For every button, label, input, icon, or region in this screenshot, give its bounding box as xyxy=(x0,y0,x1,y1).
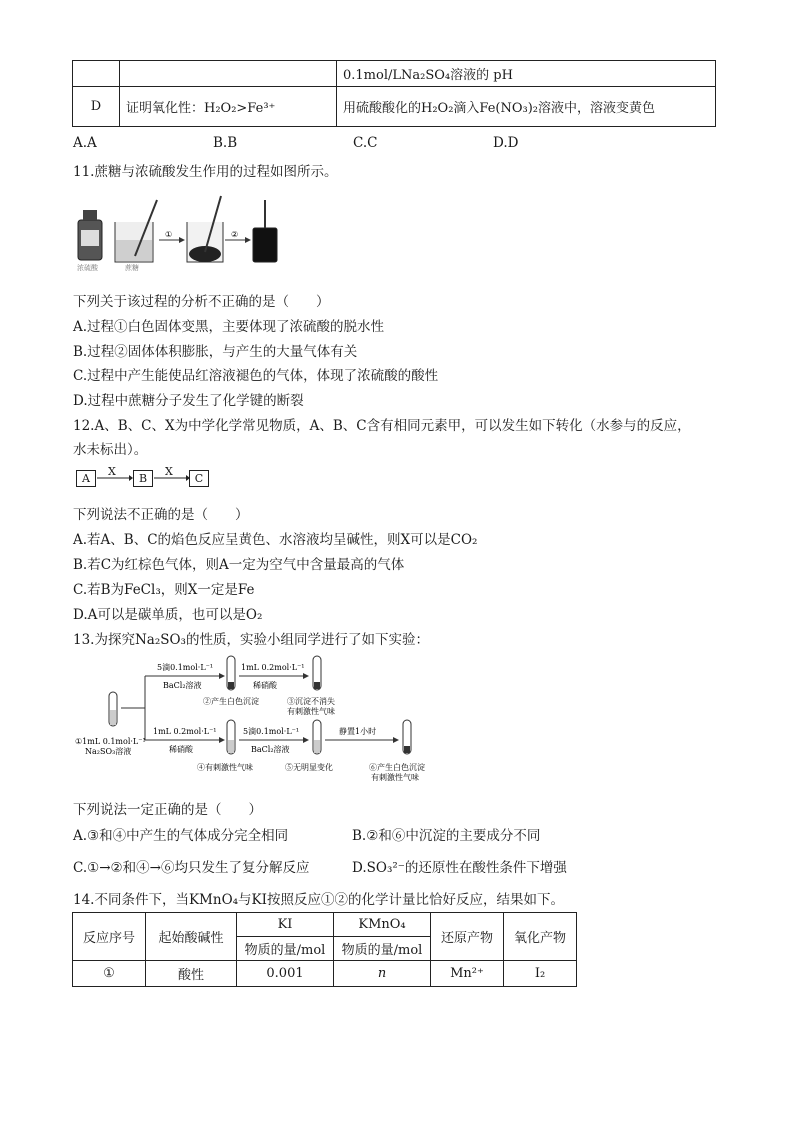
q14-table xyxy=(72,912,577,987)
q12-option-b: B.若C为红棕色气体，则A一定为空气中含量最高的气体 xyxy=(73,557,405,573)
q12-option-c: C.若B为FeCl₃，则X一定是Fe xyxy=(73,582,255,598)
q11-option-b: B.过程②固体体积膨胀，与产生的大量气体有关 xyxy=(73,344,358,360)
q11-ask: 下列关于该过程的分析不正确的是（ ） xyxy=(73,294,330,310)
q10-option-c: C.C xyxy=(353,135,378,151)
q13-stem: 13.为探究Na₂SO₃的性质，实验小组同学进行了如下实验： xyxy=(73,632,429,648)
q14-header-ki-amount: 物质的量/mol xyxy=(237,937,334,961)
q14-header-acidity: 起始酸碱性 xyxy=(146,913,237,961)
q11-beaker-label: 蔗糖 xyxy=(125,264,139,272)
q13-bot-reagent2a: 5滴0.1mol·L⁻¹ xyxy=(243,727,300,736)
q13-bot-standing: 静置1小时 xyxy=(339,727,377,736)
q13-bot-reagent1b: 稀硝酸 xyxy=(169,745,193,754)
q10-row2-col1: D xyxy=(73,87,120,127)
q14-row1-oxidation: I₂ xyxy=(504,961,577,987)
q14-row1-acidity: 酸性 xyxy=(146,961,237,987)
q13-obs3b: 有刺激性气味 xyxy=(287,707,335,716)
q14-row1-reduction: Mn²⁺ xyxy=(431,961,504,987)
arrow-x1-label: X xyxy=(108,465,116,478)
q14-row1-ki: 0.001 xyxy=(237,961,334,987)
q13-ask: 下列说法一定正确的是（ ） xyxy=(73,802,262,818)
q14-header-kmno4: KMnO₄ xyxy=(334,913,431,937)
q12-ask: 下列说法不正确的是（ ） xyxy=(73,507,249,523)
q14-header-no: 反应序号 xyxy=(73,913,146,961)
q13-option-b: B.②和⑥中沉淀的主要成分不同 xyxy=(352,828,541,844)
q10-option-d: D.D xyxy=(493,135,519,151)
q10-row1-col2 xyxy=(120,61,337,87)
q13-obs6a: ⑥产生白色沉淀 xyxy=(369,763,425,772)
q13-top-reagent1b: BaCl₂溶液 xyxy=(163,681,202,690)
q14-row1-kmno4: n xyxy=(334,961,431,987)
q13-obs6b: 有刺激性气味 xyxy=(371,773,419,782)
q12-option-d: D.A可以是碳单质，也可以是O₂ xyxy=(73,607,263,623)
q11-step1-label: ① xyxy=(165,230,173,239)
arrow-x2-label: X xyxy=(165,465,173,478)
q13-option-d: D.SO₃²⁻的还原性在酸性条件下增强 xyxy=(352,860,567,876)
q13-option-c: C.①→②和④→⑥均只发生了复分解反应 xyxy=(73,860,310,876)
q13-obs3a: ③沉淀不消失 xyxy=(287,697,335,706)
q10-table xyxy=(72,60,716,127)
q11-option-d: D.过程中蔗糖分子发生了化学键的断裂 xyxy=(73,393,304,409)
q13-option-a: A.③和④中产生的气体成分完全相同 xyxy=(73,828,289,844)
q14-header-ki: KI xyxy=(237,913,334,937)
q14-header-oxidation: 氧化产物 xyxy=(504,913,577,961)
q13-obs2: ②产生白色沉淀 xyxy=(203,697,259,706)
q13-top-reagent2b: 稀硝酸 xyxy=(253,681,277,690)
q11-step2-label: ② xyxy=(231,230,239,239)
q11-stem: 11.蔗糖与浓硫酸发生作用的过程如图所示。 xyxy=(73,164,338,180)
q10-option-b: B.B xyxy=(213,135,238,151)
q11-option-c: C.过程中产生能使品红溶液褪色的气体，体现了浓硫酸的酸性 xyxy=(73,368,439,384)
q10-option-a: A.A xyxy=(73,135,97,151)
box-b: B xyxy=(133,470,153,487)
q10-row1-col1 xyxy=(73,61,120,87)
q13-top-reagent2a: 1mL 0.2mol·L⁻¹ xyxy=(241,663,305,672)
q10-row2-col3: 用硫酸酸化的H₂O₂滴入Fe(NO₃)₂溶液中，溶液变黄色 xyxy=(337,87,716,127)
q11-option-a: A.过程①白色固体变黑，主要体现了浓硫酸的脱水性 xyxy=(73,319,385,335)
q10-row1-col3: 0.1mol/LNa₂SO₄溶液的 pH xyxy=(337,61,716,87)
q14-header-kmno4-amount: 物质的量/mol xyxy=(334,937,431,961)
q11-bottle-label: 浓硫酸 xyxy=(77,264,98,272)
q14-header-reduction: 还原产物 xyxy=(431,913,504,961)
q12-option-a: A.若A、B、C的焰色反应呈黄色、水溶液均呈碱性，则X可以是CO₂ xyxy=(73,532,478,548)
q13-figure xyxy=(73,652,453,792)
q13-top-reagent1a: 5滴0.1mol·L⁻¹ xyxy=(157,663,214,672)
q13-start-label2: Na₂SO₃溶液 xyxy=(85,747,132,756)
q13-obs5: ⑤无明显变化 xyxy=(285,763,333,772)
q13-bot-reagent1a: 1mL 0.2mol·L⁻¹ xyxy=(153,727,217,736)
q12-stem-line1: 12.A、B、C、X为中学化学常见物质，A、B、C含有相同元素甲，可以发生如下转化（水参与的反应， xyxy=(73,418,691,434)
q13-start-label1: ①1mL 0.1mol·L⁻¹ xyxy=(75,737,146,746)
q14-row1-no: ① xyxy=(73,961,146,987)
q13-bot-reagent2b: BaCl₂溶液 xyxy=(251,745,290,754)
q12-stem-line2: 水未标出）。 xyxy=(73,442,148,458)
box-c: C xyxy=(189,470,209,487)
q10-row2-col2: 证明氧化性：H₂O₂>Fe³⁺ xyxy=(120,87,337,127)
box-a: A xyxy=(76,470,96,487)
q13-obs4: ④有刺激性气味 xyxy=(197,763,253,772)
q14-stem: 14.不同条件下，当KMnO₄与KI按照反应①②的化学计量比恰好反应，结果如下。 xyxy=(73,892,564,908)
q11-figure xyxy=(73,192,283,274)
